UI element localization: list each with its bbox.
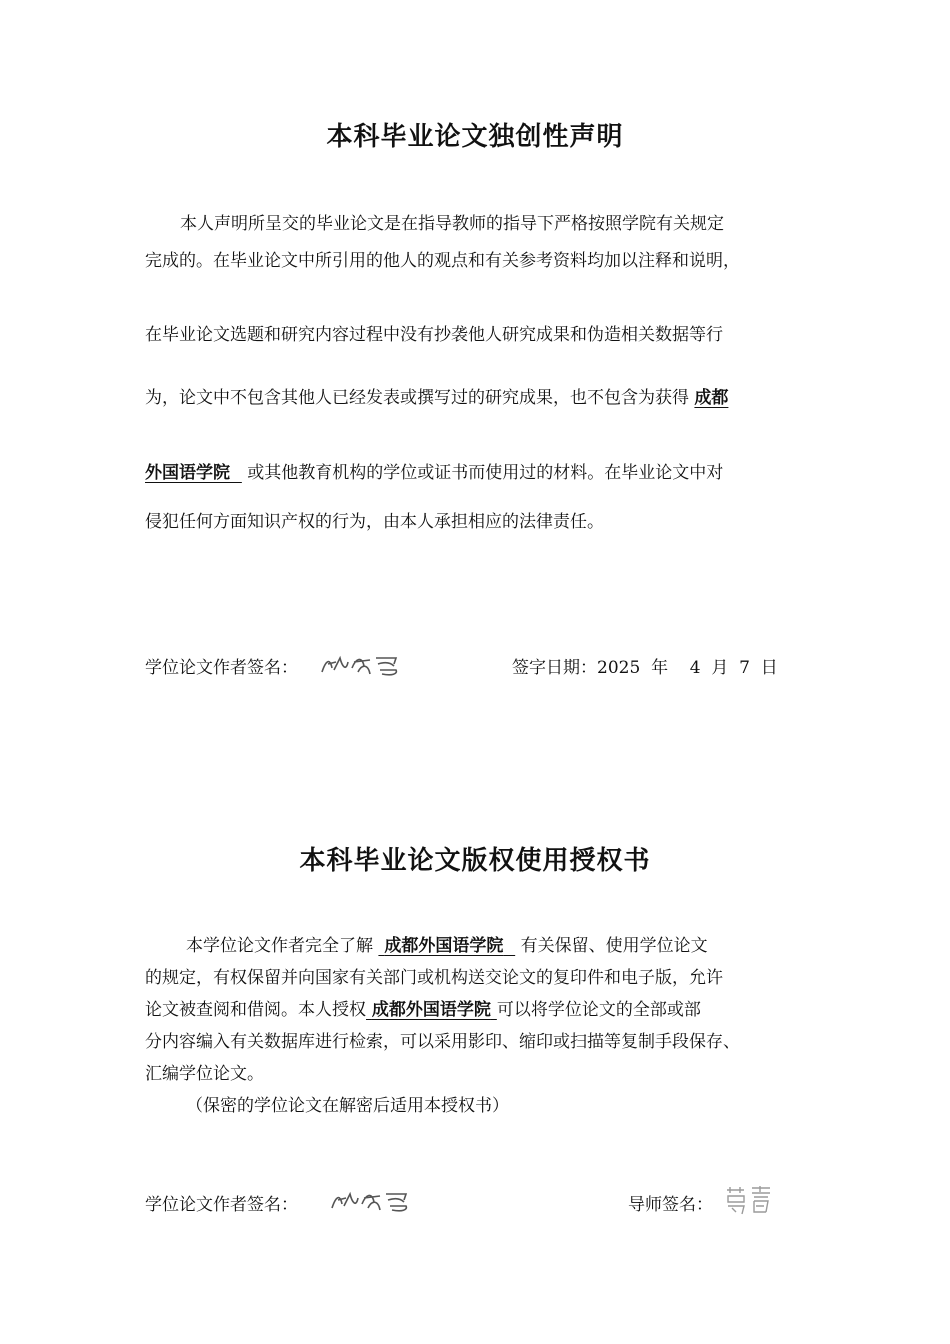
authorization-line-3-post: 可以将学位论文的全部或部 [496, 1000, 701, 1020]
author-signature-image-1 [318, 650, 402, 680]
year-unit: 年 [651, 658, 669, 678]
authorization-line-1-pre: 本学位论文作者完全了解 [186, 936, 379, 956]
authorization-line-4: 分内容编入有关数据库进行检索，可以采用影印、缩印或扫描等复制手段保存、 [145, 1032, 740, 1052]
institution-name-auth-2: 成都外国语学院 [371, 1000, 491, 1020]
advisor-signature-image [724, 1184, 774, 1218]
authorization-line-2: 的规定，有权保留并向国家有关部门或机构送交论文的复印件和电子版，允许 [145, 968, 723, 988]
date-month: 4 [689, 658, 701, 678]
date-year: 2025 [597, 658, 641, 678]
signing-date [512, 656, 778, 680]
date-day: 7 [739, 658, 750, 678]
authorization-title: 本科毕业论文版权使用授权书 [299, 846, 651, 876]
declaration-title: 本科毕业论文独创性声明 [326, 122, 624, 152]
authorization-line-3 [145, 998, 701, 1022]
date-label: 签字日期： [512, 658, 597, 678]
authorization-line-1-post: 有关保留、使用学位论文 [515, 936, 708, 956]
declaration-line-6: 侵犯任何方面知识产权的行为，由本人承担相应的法律责任。 [145, 512, 604, 532]
confidential-note: （保密的学位论文在解密后适用本授权书） [186, 1096, 509, 1116]
declaration-author-sign-label: 学位论文作者签名： [145, 658, 298, 678]
authorization-line-1 [186, 934, 708, 958]
authorization-line-3-pre: 论文被查阅和借阅。本人授权 [145, 1000, 366, 1020]
month-unit: 月 [711, 658, 729, 678]
declaration-line-3: 在毕业论文选题和研究内容过程中没有抄袭他人研究成果和伪造相关数据等行 [145, 325, 723, 345]
advisor-sign-label: 导师签名： [628, 1195, 713, 1215]
declaration-line-4-text: 为，论文中不包含其他人已经发表或撰写过的研究成果，也不包含为获得 [145, 388, 695, 408]
declaration-line-2: 完成的。在毕业论文中所引用的他人的观点和有关参考资料均加以注释和说明， [145, 251, 740, 271]
institution-underline-gap [230, 463, 242, 483]
author-signature-image-2 [328, 1186, 412, 1216]
institution-name-part1: 成都 [694, 388, 729, 408]
declaration-line-5-text: 或其他教育机构的学位或证书而使用过的材料。在毕业论文中对 [247, 463, 724, 483]
authorization-line-5: 汇编学位论文。 [145, 1064, 264, 1084]
declaration-line-4 [145, 386, 728, 410]
institution-name-part2: 外国语学院 [145, 463, 230, 483]
declaration-line-5 [145, 461, 723, 485]
authorization-author-sign-label: 学位论文作者签名： [145, 1195, 298, 1215]
institution-name-auth-1: 成都外国语学院 [384, 936, 504, 956]
day-unit: 日 [760, 658, 778, 678]
declaration-line-1: 本人声明所呈交的毕业论文是在指导教师的指导下严格按照学院有关规定 [180, 214, 724, 234]
